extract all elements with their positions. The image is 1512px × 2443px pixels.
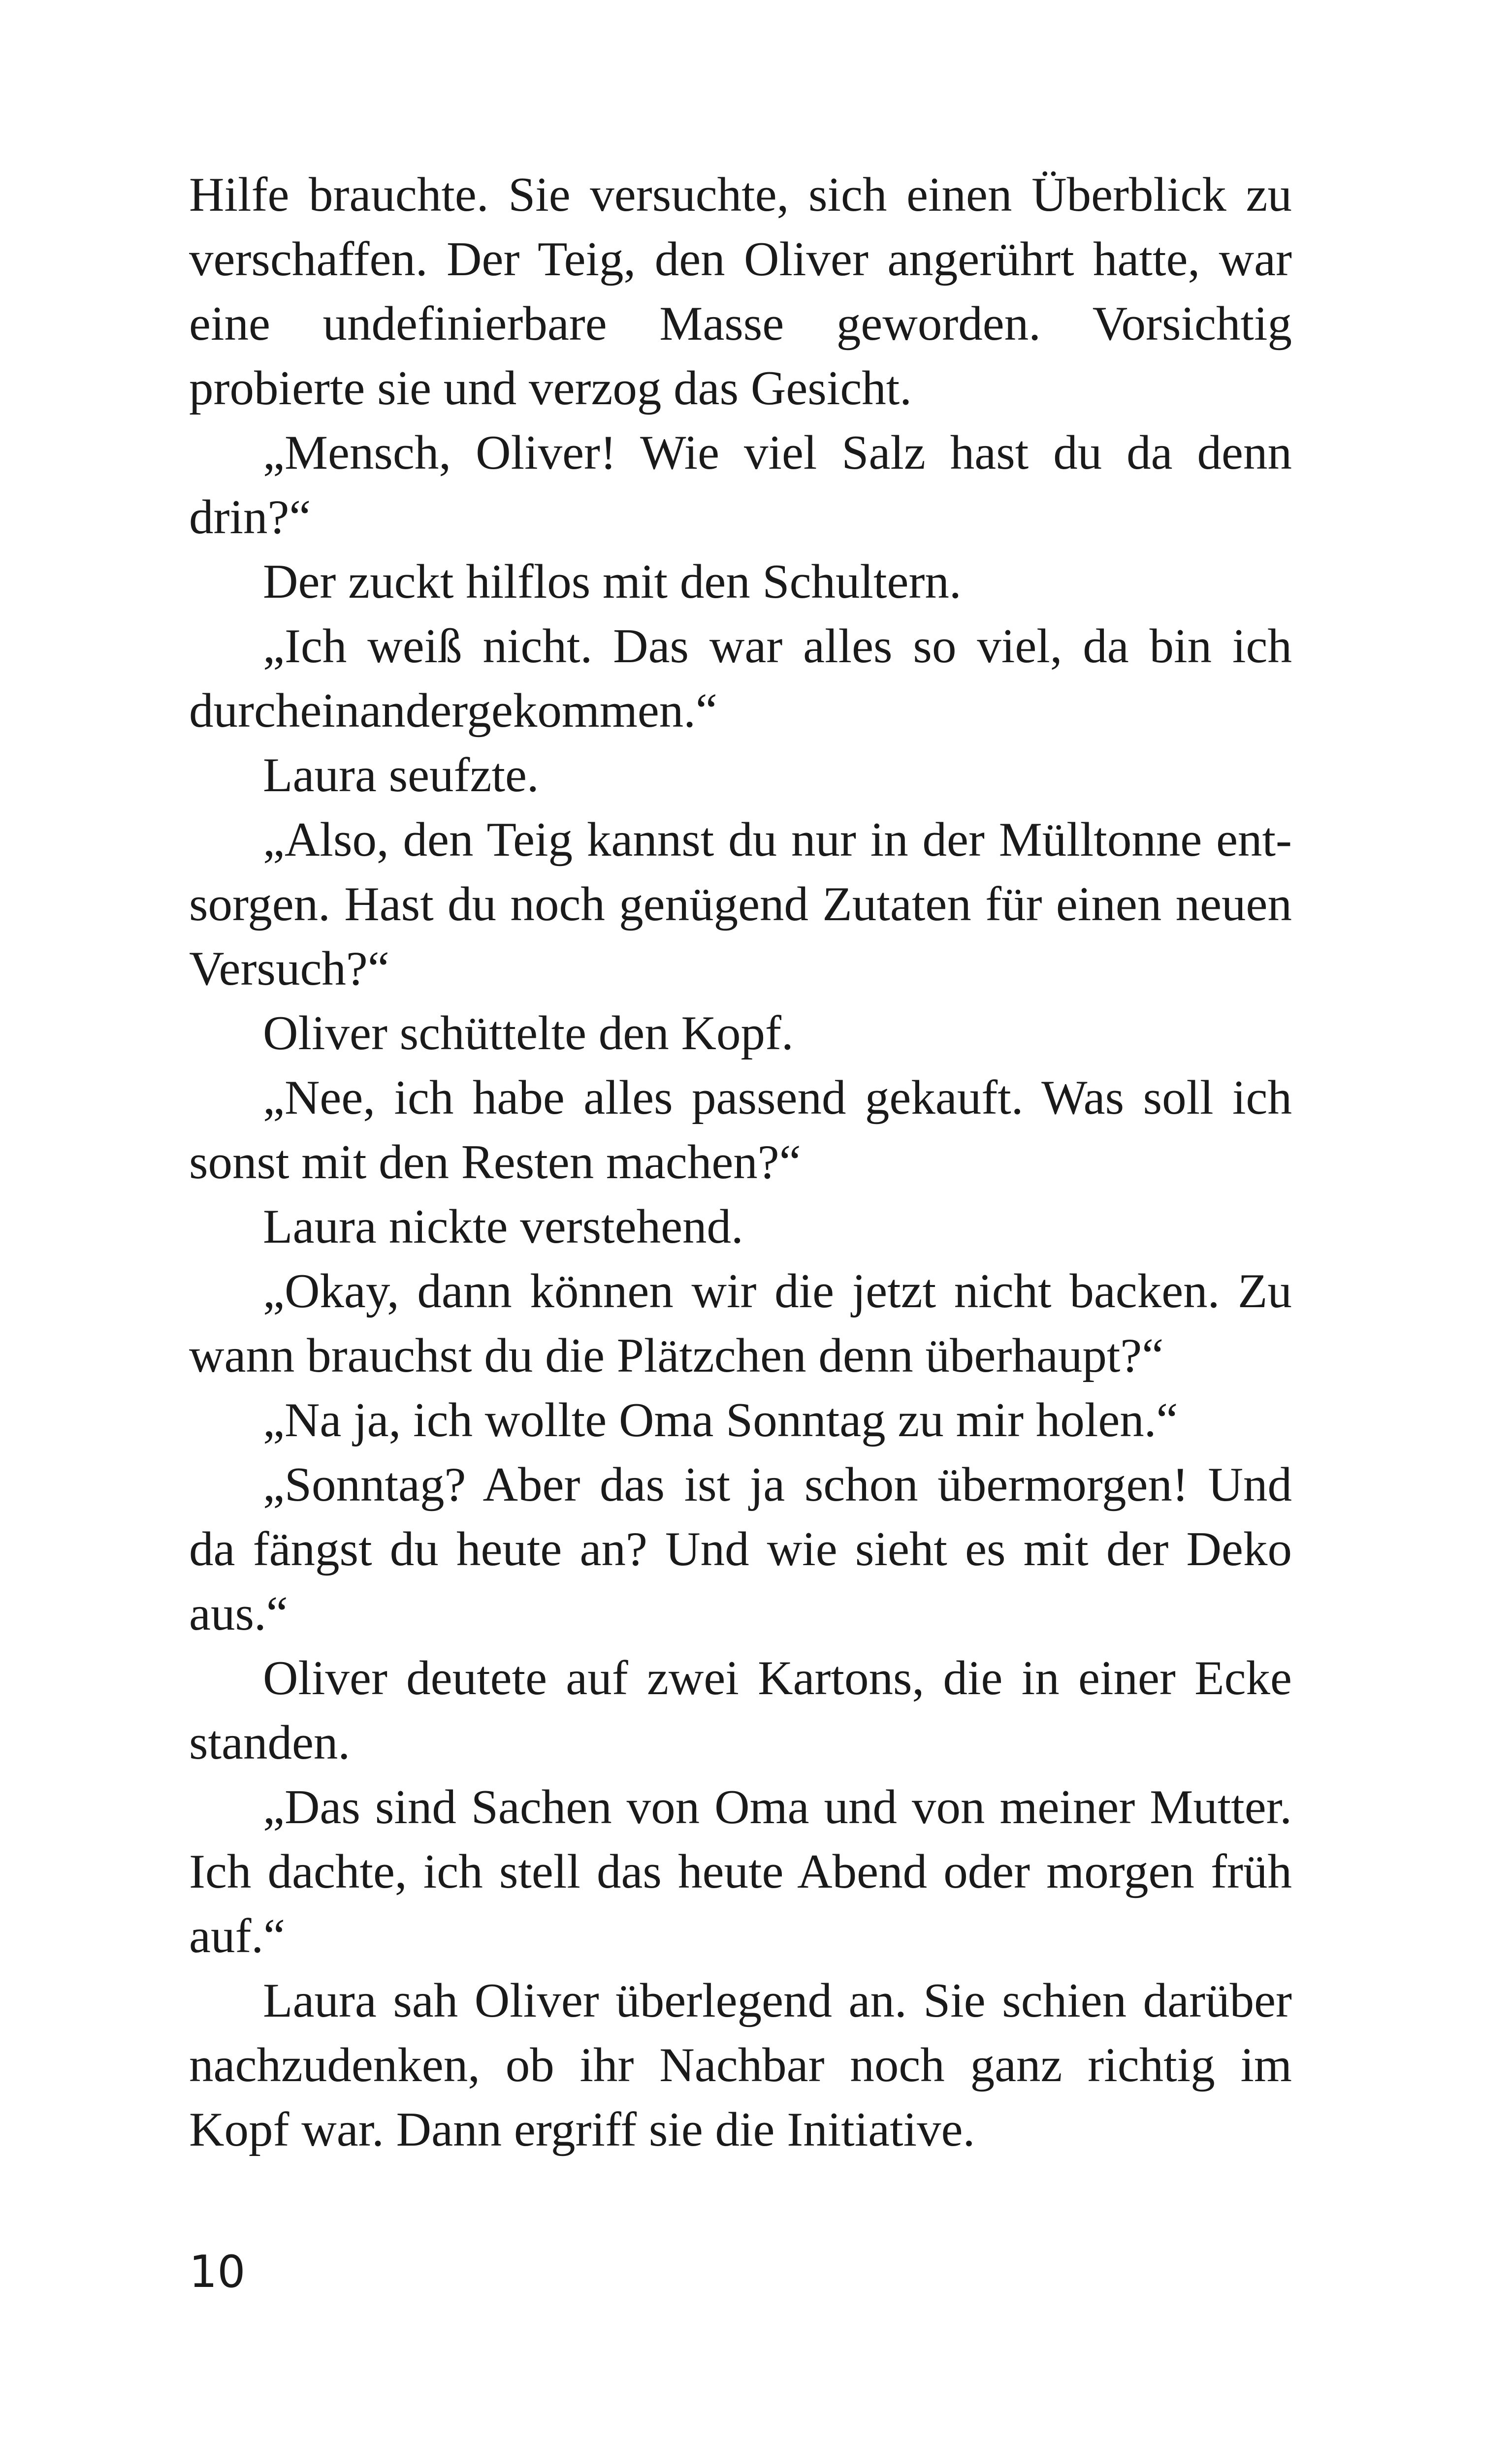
page-number: 10: [189, 2246, 246, 2298]
paragraph: „Ich weiß nicht. Das war alles so viel, da bin ich durcheinandergekommen.“: [189, 619, 1292, 738]
paragraph: Hilfe brauchte. Sie versuchte, sich einen Überblick zu verschaffen. Der Teig, den Oliver angerührt hatte, war eine undefinierbare Masse geworden. Vorsichtig probierte sie und verzog das Gesicht.: [189, 168, 1292, 415]
paragraph: „Mensch, Oliver! Wie viel Salz hast du da denn drin?“: [189, 426, 1292, 544]
paragraph: „Also, den Teig kannst du nur in der Mülltonne entsorgen. Hast du noch genügend Zutaten für einen neuen Versuch?“: [189, 813, 1292, 996]
body-text: [189, 162, 1292, 2162]
paragraph: Oliver deutete auf zwei Kartons, die in einer Ecke standen.: [189, 1651, 1292, 1769]
paragraph: „Na ja, ich wollte Oma Sonntag zu mir holen.“: [263, 1393, 1178, 1447]
paragraph: Laura sah Oliver überlegend an. Sie schien darüber nachzudenken, ob ihr Nachbar noch ganz richtig im Kopf war. Dann ergriff sie die Initiative.: [189, 1974, 1292, 2156]
paragraph: Der zuckt hilflos mit den Schultern.: [263, 555, 962, 609]
paragraph: Oliver schüttelte den Kopf.: [263, 1006, 794, 1060]
paragraph: „Das sind Sachen von Oma und von meiner Mutter. Ich dachte, ich stell das heute Abend oder morgen früh auf.“: [189, 1780, 1292, 1963]
paragraph: „Nee, ich habe alles passend gekauft. Was soll ich sonst mit den Resten machen?“: [189, 1071, 1292, 1189]
paragraph: „Sonntag? Aber das ist ja schon übermorgen! Und da fängst du heute an? Und wie sieht es mit der Deko aus.“: [189, 1458, 1292, 1640]
paragraph: Laura nickte verstehend.: [263, 1200, 743, 1254]
paragraph: Laura seufzte.: [263, 748, 539, 802]
paragraph: „Okay, dann können wir die jetzt nicht backen. Zu wann brauchst du die Plätzchen denn überhaupt?“: [189, 1264, 1292, 1382]
